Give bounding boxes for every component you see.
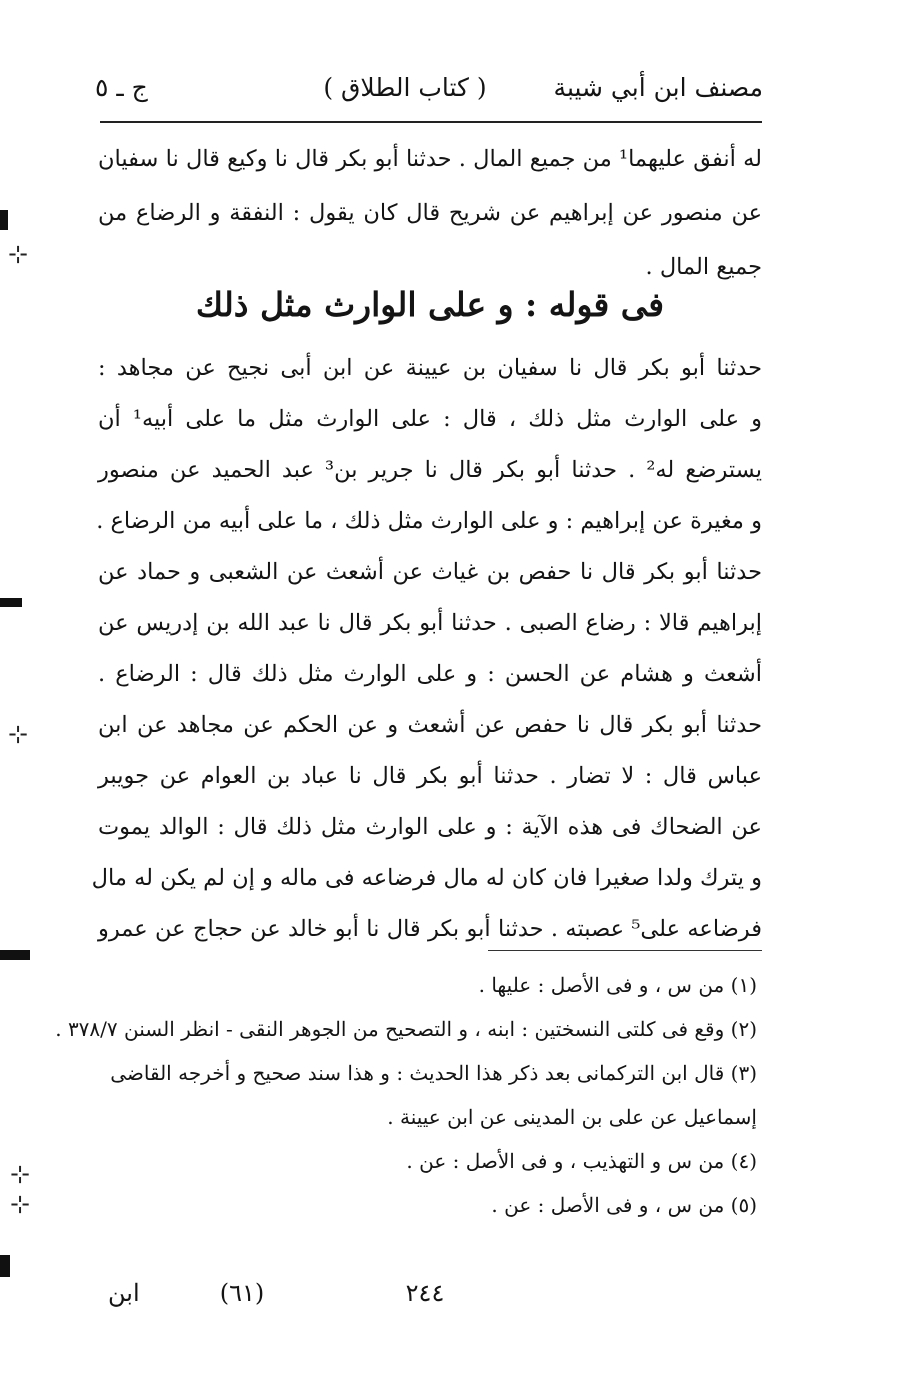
text-line: جميع المال . — [645, 254, 762, 280]
text-line: حدثنا أبو بكر قال نا حفص بن غياث عن أشعث عن الشعبى و حماد عن — [98, 559, 762, 585]
signature-mark: (٦١) — [219, 1279, 265, 1307]
page-number: ٢٤٤ — [405, 1279, 445, 1307]
running-head-section-title: ( كتاب الطلاق ) — [323, 73, 487, 102]
text-line: فرضاعه على⁵ عصبته . حدثنا أبو بكر قال نا أبو خالد عن حجاج عن عمرو — [98, 916, 762, 942]
catchword: ابن — [108, 1279, 140, 1307]
text-line: عن منصور عن إبراهيم عن شريح قال كان يقول : النفقة و الرضاع من — [98, 200, 762, 226]
chapter-heading: فى قوله : و على الوارث مثل ذلك — [195, 285, 665, 324]
footnotes — [55, 963, 757, 1227]
text-line: له أنفق عليهما¹ من جميع المال . حدثنا أبو بكر قال نا وكيع قال نا سفيان — [98, 146, 763, 172]
text-line: و مغيرة عن إبراهيم : و على الوارث مثل ذلك ، ما على أبيه من الرضاع . — [96, 508, 762, 534]
footnote-rule — [488, 950, 762, 951]
text-line: يسترضع له² . حدثنا أبو بكر قال نا جرير بن³ عبد الحميد عن منصور — [98, 457, 762, 483]
scan-margin-mark — [0, 1255, 10, 1277]
footnote: (٢) وقع فى كلتى النسختين : ابنه ، و التصحيح من الجوهر النقى - انظر السنن ٣٧٨/٧ . — [55, 1017, 757, 1041]
footnote: (٥) من س ، و فى الأصل : عن . — [491, 1193, 757, 1217]
running-head-volume: ج ـ ٥ — [95, 73, 148, 102]
footnote: (٣) قال ابن التركمانى بعد ذكر هذا الحديث : و هذا سند صحيح و أخرجه القاضى — [110, 1061, 757, 1085]
footnote: (٤) من س و التهذيب ، و فى الأصل : عن . — [406, 1149, 757, 1173]
scan-cross-mark: ⊹ — [10, 1190, 31, 1218]
scan-margin-mark — [0, 950, 30, 960]
running-head-book-title: مصنف ابن أبي شيبة — [553, 73, 763, 102]
text-line: و يترك ولدا صغيرا فان كان له مال فرضاعه فى ماله و إن لم يكن له مال — [91, 865, 762, 891]
scan-cross-mark: ⊹ — [8, 720, 29, 748]
text-line: و على الوارث مثل ذلك ، قال : على الوارث مثل ما على أبيه¹ أن — [98, 406, 762, 432]
intro-paragraph — [98, 132, 762, 294]
text-line: إبراهيم قالا : رضاع الصبى . حدثنا أبو بكر قال نا عبد الله بن إدريس عن — [98, 610, 762, 636]
text-line: أشعث و هشام عن الحسن : و على الوارث مثل ذلك قال : الرضاع . — [98, 661, 762, 687]
scan-margin-mark — [0, 598, 22, 607]
text-line: عن الضحاك فى هذه الآية : و على الوارث مثل ذلك قال : الوالد يموت — [98, 814, 762, 840]
text-line: عباس قال : لا تضار . حدثنا أبو بكر قال نا عباد بن العوام عن جويبر — [98, 763, 762, 789]
scan-cross-mark: ⊹ — [10, 1160, 31, 1188]
scan-margin-mark — [0, 210, 8, 230]
scan-cross-mark: ⊹ — [8, 240, 29, 268]
footnote: (١) من س ، و فى الأصل : عليها . — [478, 973, 757, 997]
footnote-continuation: إسماعيل عن على بن المدينى عن ابن عيينة . — [387, 1105, 757, 1129]
main-paragraph — [91, 343, 762, 955]
text-line: حدثنا أبو بكر قال نا سفيان بن عيينة عن ابن أبى نجيح عن مجاهد : — [98, 355, 762, 381]
text-line: حدثنا أبو بكر قال نا حفص عن أشعث و عن الحكم عن مجاهد عن ابن — [98, 712, 762, 738]
header-rule — [100, 121, 762, 123]
